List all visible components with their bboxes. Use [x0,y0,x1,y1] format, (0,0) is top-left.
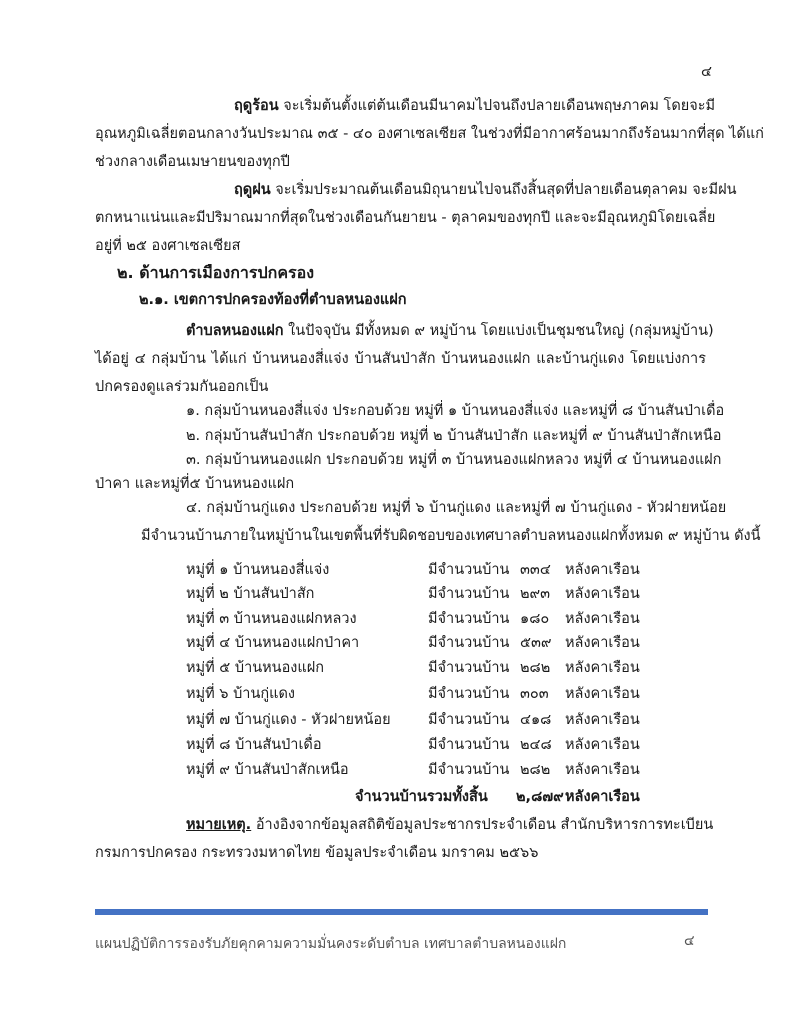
house-count: ๒๘๒ [520,762,551,778]
rain-season-line3: อยู่ที่ ๒๕ องศาเซลเซียส [95,238,241,254]
note-line2: กรมการปกครอง กระทรวงมหาดไทย ข้อมูลประจำเดือน มกราคม ๒๕๖๖ [95,845,539,861]
count-label: มีจำนวนบ้าน [428,562,510,578]
note-line1 [186,815,714,835]
hot-season-line3: ช่วงกลางเดือนเมษายนของทุกปี [95,154,290,170]
note-text1: อ้างอิงจากข้อมูลสถิติข้อมูลประชากรประจำเดือน สำนักบริหารการทะเบียน [255,817,714,833]
village-name: หมู่ที่ ๘ บ้านสันป่าเดื่อ [186,737,322,753]
note-title: หมายเหตุ. [186,817,252,833]
village-name: หมู่ที่ ๓ บ้านหนองแฝกหลวง [186,611,357,627]
section-2-1-heading: ๒.๑. เขตการปกครองท้องที่ตำบลหนองแฝก [139,292,407,308]
unit-label: หลังคาเรือน [565,562,640,578]
count-label: มีจำนวนบ้าน [428,762,510,778]
intro-bold: ตำบลหนองแฝก [186,323,284,339]
house-count: ๓๓๔ [520,562,551,578]
village-name: หมู่ที่ ๙ บ้านสันป่าสักเหนือ [186,762,349,778]
page-number-top: ๔ [701,64,712,80]
unit-label: หลังคาเรือน [565,762,640,778]
unit-label: หลังคาเรือน [565,611,640,627]
intro-line2: ได้อยู่ ๔ กลุ่มบ้าน ได้แก่ บ้านหนองสี่แจ่ง บ้านสันป่าสัก บ้านหนองแฝก และบ้านกู่แดง โดยแบ่งการ [95,351,706,367]
group-3-line2: ป่าคา และหมู่ที่๕ บ้านหนองแฝก [95,476,295,492]
village-name: หมู่ที่ ๑ บ้านหนองสี่แจ่ง [186,562,330,578]
total-unit: หลังคาเรือน [565,789,640,805]
village-name: หมู่ที่ ๔ บ้านหนองแฝกป่าคา [186,635,360,651]
group-1: ๑. กลุ่มบ้านหนองสี่แจ่ง ประกอบด้วย หมู่ที่ ๑ บ้านหนองสี่แจ่ง และหมู่ที่ ๘ บ้านสันป่าเดื่อ [186,403,725,419]
count-label: มีจำนวนบ้าน [428,686,510,702]
rain-season-title: ฤดูฝน [234,182,271,198]
house-count: ๑๘๐ [520,611,550,627]
hot-season-title: ฤดูร้อน [234,98,279,114]
intro-line3: ปกครองดูแลร่วมกันออกเป็น [95,379,269,395]
count-label: มีจำนวนบ้าน [428,586,510,602]
village-name: หมู่ที่ ๗ บ้านกู่แดง - หัวฝายหน้อย [186,712,391,728]
hot-season-text1: จะเริ่มต้นตั้งแต่ต้นเดือนมีนาคมไปจนถึงปลายเดือนพฤษภาคม โดยจะมี [283,98,716,114]
unit-label: หลังคาเรือน [565,712,640,728]
count-label: มีจำนวนบ้าน [428,712,510,728]
hot-season-line2: อุณหภูมิเฉลี่ยตอนกลางวันประมาณ ๓๕ - ๔๐ องศาเซลเซียส ในช่วงที่มีอากาศร้อนมากถึงร้อนมากที่สุด ได้แก่ [95,126,764,142]
unit-label: หลังคาเรือน [565,737,640,753]
house-count: ๕๓๙ [520,635,552,651]
group-3-line1: ๓. กลุ่มบ้านหนองแฝก ประกอบด้วย หมู่ที่ ๓ บ้านหนองแฝกหลวง หมู่ที่ ๔ บ้านหนองแฝก [186,452,722,468]
house-count: ๒๘๒ [520,660,551,676]
count-label: มีจำนวนบ้าน [428,660,510,676]
households-intro: มีจำนวนบ้านภายในหมู่บ้านในเขตพื้นที่รับผิดชอบของเทศบาลตำบลหนองแฝกทั้งหมด ๙ หมู่บ้าน ดังนี้ [141,528,761,544]
hot-season-line1 [234,96,716,116]
rain-season-text1: จะเริ่มประมาณต้นเดือนมิถุนายนไปจนถึงสิ้นสุดที่ปลายเดือนตุลาคม จะมีฝน [275,182,737,198]
unit-label: หลังคาเรือน [565,686,640,702]
total-count: ๒,๘๗๙ [516,789,564,805]
village-name: หมู่ที่ ๖ บ้านกู่แดง [186,686,295,702]
section-2-heading: ๒. ด้านการเมืองการปกครอง [117,263,315,282]
unit-label: หลังคาเรือน [565,635,640,651]
house-count: ๒๔๘ [520,737,552,753]
house-count: ๓๐๓ [520,686,549,702]
total-label: จำนวนบ้านรวมทั้งสิ้น [355,789,488,805]
rain-season-line1 [234,180,737,200]
intro-text1: ในปัจจุบัน มีทั้งหมด ๙ หมู่บ้าน โดยแบ่งเป็นชุมชนใหญ่ (กลุ่มหมู่บ้าน) [288,323,714,339]
rain-season-line2: ตกหนาแน่นและมีปริมาณมากที่สุดในช่วงเดือนกันยายน - ตุลาคมของทุกปี และจะมีอุณหภูมิโดยเฉลี่ย [95,210,716,226]
footer-divider [95,909,708,915]
count-label: มีจำนวนบ้าน [428,611,510,627]
footer-text: แผนปฏิบัติการรองรับภัยคุกคามความมั่นคงระดับตำบล เทศบาลตำบลหนองแฝก [95,936,567,952]
house-count: ๔๑๘ [520,712,552,728]
unit-label: หลังคาเรือน [565,660,640,676]
village-name: หมู่ที่ ๕ บ้านหนองแฝก [186,660,325,676]
count-label: มีจำนวนบ้าน [428,635,510,651]
group-4: ๔. กลุ่มบ้านกู่แดง ประกอบด้วย หมู่ที่ ๖ บ้านกู่แดง และหมู่ที่ ๗ บ้านกู่แดง - หัวฝายหน้อย [186,500,727,516]
footer-page-number: ๔ [684,933,695,949]
count-label: มีจำนวนบ้าน [428,737,510,753]
intro-line1 [186,321,714,341]
house-count: ๒๙๓ [520,586,551,602]
group-2: ๒. กลุ่มบ้านสันป่าสัก ประกอบด้วย หมู่ที่ ๒ บ้านสันป่าสัก และหมู่ที่ ๙ บ้านสันป่าสักเหนือ [186,428,722,444]
village-name: หมู่ที่ ๒ บ้านสันป่าสัก [186,586,315,602]
unit-label: หลังคาเรือน [565,586,640,602]
